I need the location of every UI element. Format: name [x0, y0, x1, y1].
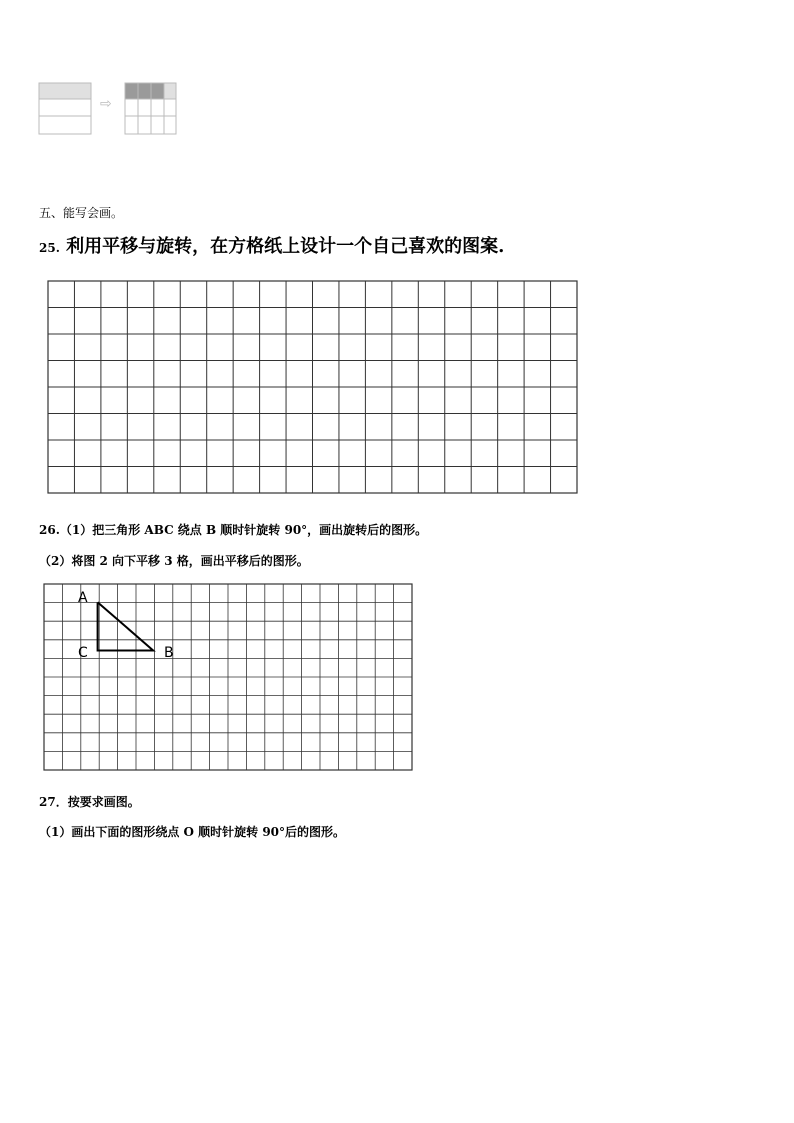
top-faded-figure	[36, 80, 236, 140]
faded-rect-left-top	[39, 83, 91, 99]
grid-lines	[48, 281, 577, 493]
vertex-label-a: A	[78, 590, 88, 606]
q25-heading	[39, 232, 504, 258]
vertex-label-c: C	[78, 645, 88, 661]
q27-line2: （1）画出下面的图形绕点 O 顺时针旋转 90°后的图形。	[39, 825, 346, 839]
q27-line1: 27．按要求画图。	[39, 795, 140, 809]
faded-arrow-icon: ⇨	[100, 96, 112, 112]
q26-line1: 26.（1）把三角形 ABC 绕点 B 顺时针旋转 90°，画出旋转后的图形。	[39, 523, 428, 537]
faded-rect-left-mid	[39, 99, 91, 116]
faded-rect-left-bottom	[39, 116, 91, 134]
q25-text: 利用平移与旋转，在方格纸上设计一个自己喜欢的图案.	[66, 236, 505, 257]
vertex-label-b: B	[164, 645, 174, 661]
grid-lines	[44, 584, 412, 770]
triangle-abc	[98, 602, 154, 650]
faded-grid-right	[125, 83, 176, 134]
q26-line2: （2）将图 2 向下平移 3 格，画出平移后的图形。	[39, 554, 309, 568]
q25-number: 25.	[39, 241, 60, 255]
section-title: 五、能写会画。	[39, 206, 124, 220]
q25-grid-paper[interactable]	[45, 278, 580, 498]
q26-grid-paper[interactable]	[42, 582, 417, 774]
